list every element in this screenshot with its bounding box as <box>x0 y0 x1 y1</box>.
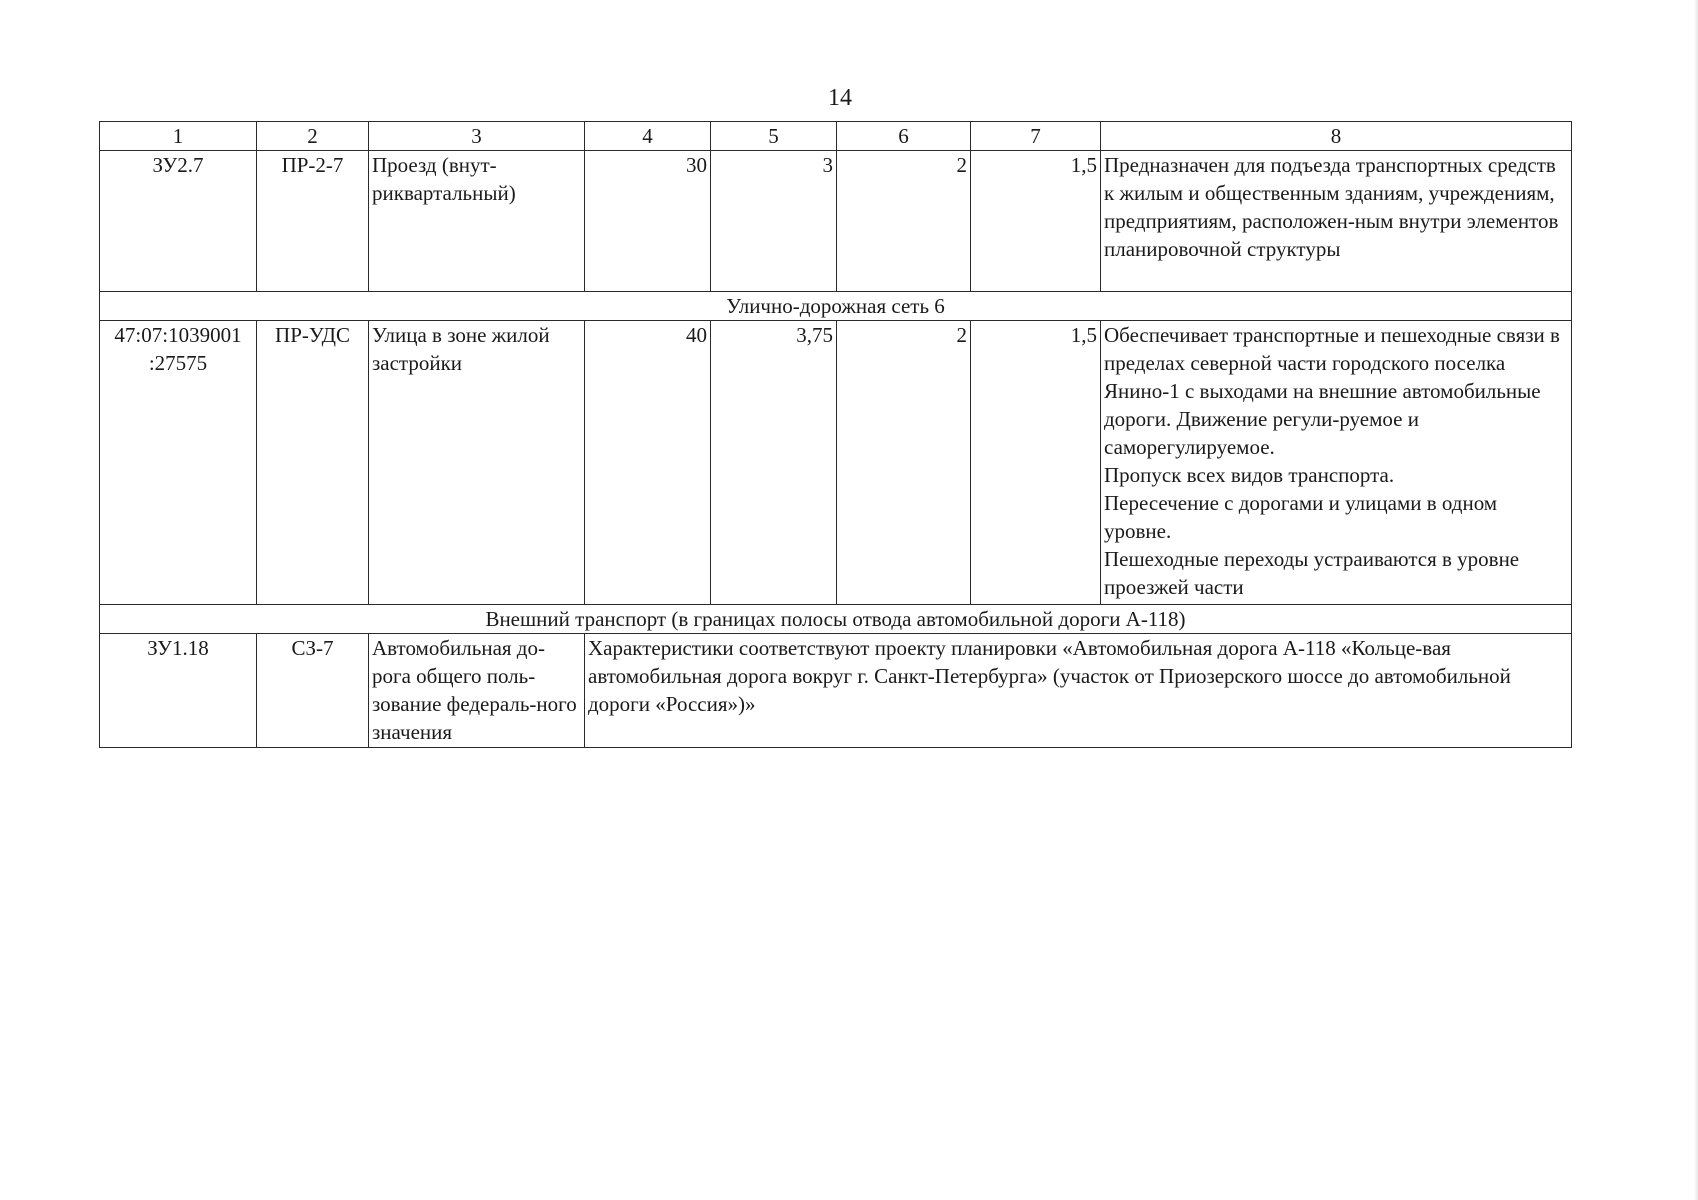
value-cell-7: 1,5 <box>971 151 1101 292</box>
section-header-row <box>100 292 1572 321</box>
value-cell-5: 3,75 <box>711 321 837 605</box>
column-number-row <box>100 122 1572 151</box>
scan-edge <box>1694 0 1698 1200</box>
column-header: 6 <box>837 122 971 151</box>
code-cell: ПР-УДС <box>257 321 369 605</box>
value-cell-4: 30 <box>585 151 711 292</box>
section-title: Улично-дорожная сеть 6 <box>100 292 1572 321</box>
value-cell-7: 1,5 <box>971 321 1101 605</box>
code-cell: СЗ-7 <box>257 634 369 748</box>
value-cell-4: 40 <box>585 321 711 605</box>
column-header: 5 <box>711 122 837 151</box>
table-row <box>100 634 1572 748</box>
purpose-cell: Предназначен для подъезда транспортных средств к жилым и общественным зданиям, учреждениям, предприятиям, расположен-ным внутри элементов планировочной структуры <box>1101 151 1572 292</box>
column-header: 2 <box>257 122 369 151</box>
column-header: 7 <box>971 122 1101 151</box>
value-cell-5: 3 <box>711 151 837 292</box>
object-name-cell: Улица в зоне жилой застройки <box>369 321 585 605</box>
purpose-paragraph: Пересечение с дорогами и улицами в одном уровне. <box>1104 491 1498 543</box>
table-row <box>100 151 1572 292</box>
object-name-cell: Проезд (внут-риквартальный) <box>369 151 585 292</box>
land-plot-id-cell: ЗУ1.18 <box>100 634 257 748</box>
page-number: 14 <box>828 85 852 111</box>
section-header-row <box>100 605 1572 634</box>
land-plot-id-cell: ЗУ2.7 <box>100 151 257 292</box>
purpose-cell <box>1101 321 1572 605</box>
section-title: Внешний транспорт (в границах полосы отвода автомобильной дороги А-118) <box>100 605 1572 634</box>
table-row <box>100 321 1572 605</box>
land-plot-id-cell: 47:07:1039001 :27575 <box>100 321 257 605</box>
code-cell: ПР-2-7 <box>257 151 369 292</box>
value-cell-6: 2 <box>837 151 971 292</box>
characteristics-note-cell: Характеристики соответствуют проекту планировки «Автомобильная дорога А-118 «Кольце-вая автомобильная дорога вокруг г. Санкт-Петербурга» (участок от Приозерского шоссе до автомобильной дороги «Россия»)» <box>585 634 1572 748</box>
column-header: 4 <box>585 122 711 151</box>
object-name-cell: Автомобильная до-рога общего поль-зование федераль-ного значения <box>369 634 585 748</box>
value-cell-6: 2 <box>837 321 971 605</box>
purpose-paragraph: Обеспечивает транспортные и пешеходные связи в пределах северной части городского поселка Янино-1 с выходами на внешние автомобильные дороги. Движение регули-руемое и саморегулируемое. <box>1104 323 1560 459</box>
characteristics-table <box>99 121 1572 748</box>
purpose-paragraph: Пешеходные переходы устраиваются в уровне проезжей части <box>1104 547 1520 599</box>
column-header: 1 <box>100 122 257 151</box>
column-header: 3 <box>369 122 585 151</box>
purpose-paragraph: Пропуск всех видов транспорта. <box>1104 463 1395 487</box>
column-header: 8 <box>1101 122 1572 151</box>
